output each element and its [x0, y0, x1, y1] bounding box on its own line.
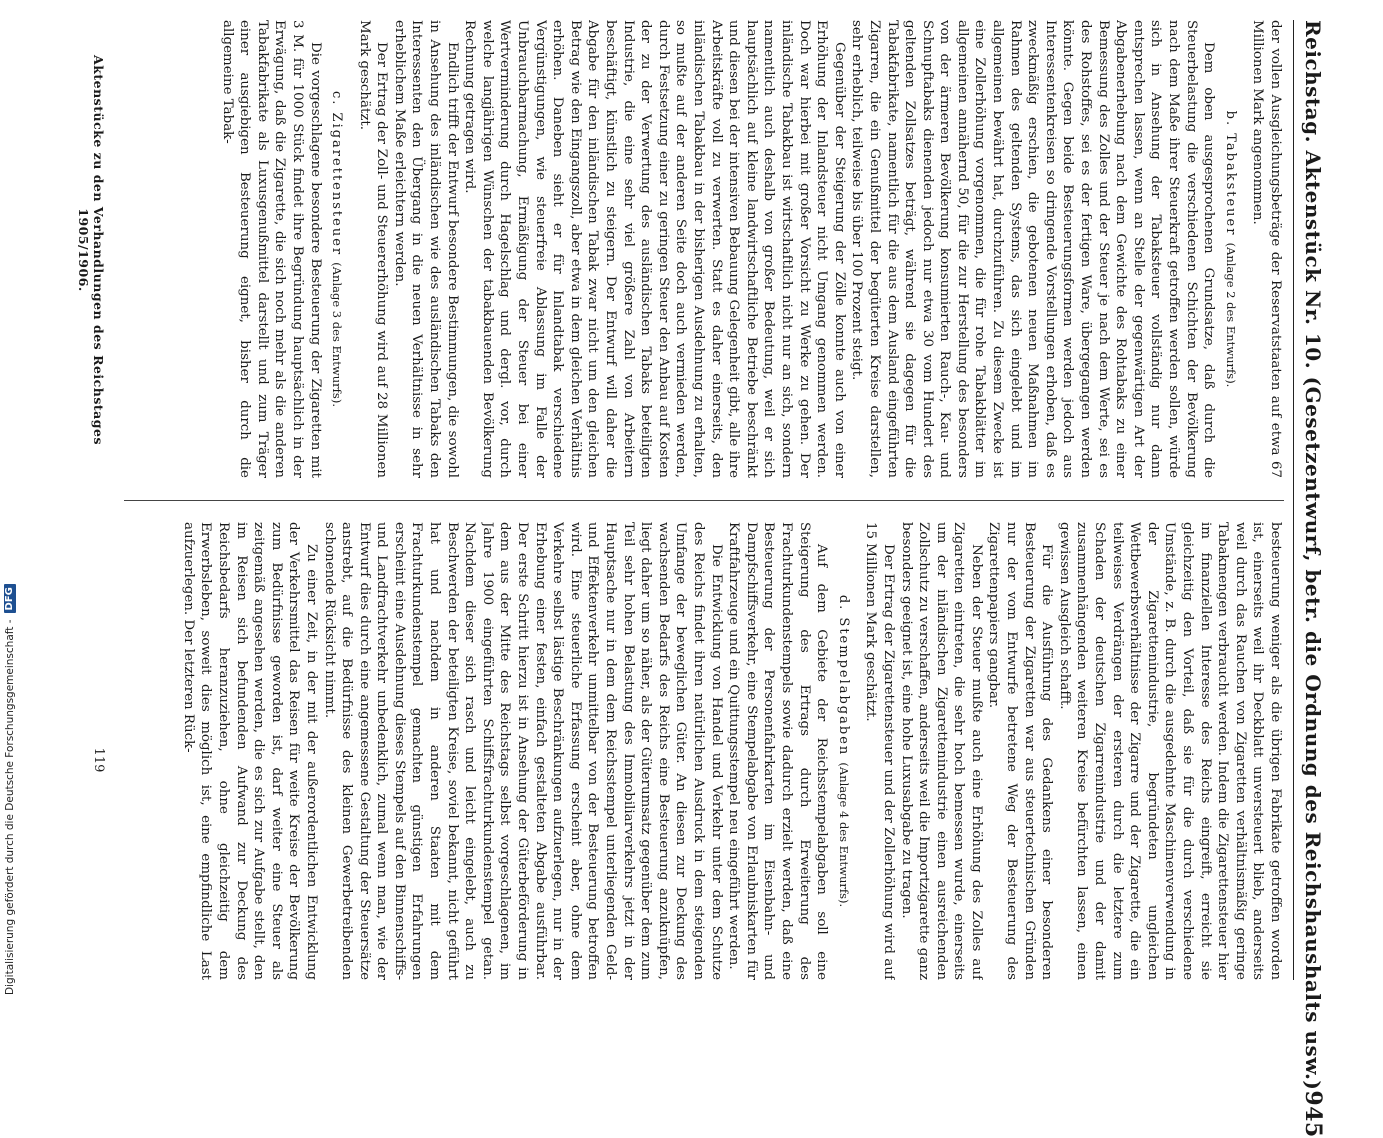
section-heading-title: b. Tabaksteuer — [1222, 110, 1238, 237]
paragraph: Der Ertrag der Zoll- und Steuererhöhung wird auf 28 Millionen Mark geschätzt. — [356, 20, 390, 478]
paragraph: Auf dem Gebiete der Reichsstempelabgaben soll eine Steigerung des Ertrags durch Erweiterung des Frachturkundenstempels sowie dadurch erzielt werden, daß eine Besteuerung der Personenfahrkarten im Eisenbahn- und Dampfschiffsverkehr, eine Stempelabgabe von Erlaubniskarten für Kraftfahrzeuge und ein Quittungsstempel neu eingeführt werden. — [726, 522, 830, 980]
header-title-suffix: (Gesetzentwurf, betr. die Ordnung des Reichshaushalts usw.) — [1301, 376, 1325, 1091]
header-page-number: 945 — [1300, 1090, 1326, 1138]
footer-source-line: Aktenstücke zu den Verhandlungen des Reichstages 1905/1906. — [76, 55, 106, 445]
footer-page-number: 119 — [91, 747, 106, 773]
header-title — [1301, 20, 1325, 1090]
digitization-note — [4, 584, 16, 995]
paragraph: Dem oben ausgesprochenen Grundsatze, daß durch die Steuerbelastung die verschiedenen Schichten der Bevölkerung nach dem Maße ihrer Steuerkraft getroffen werden sollen, würde sich in Ansehung der Tabaksteuer vollständig nur dann entsprechen lassen, wenn an Stelle der gegenwärtigen Art der Abgabenerhebung nach dem Gewichte des Rohtabaks zu einer Bemessung des Zolles und der Steuer je nach dem Werte, sei es des Rohstoffes, sei es der fertigen Ware, übergegangen werden könnte. Gegen beide Besteuerungsformen werden jedoch aus Interessentenkreisen so dringende Vorstellungen erhoben, daß es zweckmäßig erschien, die gebotenen neuen Maßnahmen im Rahmen des geltenden Systems, das sich eingelebt und im allgemeinen bewährt hat, durchzuführen. Zu diesem Zwecke ist eine Zollerhöhung vorgenommen, die für rohe Tabakblätter im allgemeinen annähernd 50, für die zur Herstellung des besonders von der ärmeren Bevölkerung konsumierten Rauch-, Kau- und Schnupftabaks dienenden jedoch nur etwa 30 vom Hundert des geltenden Zollsatzes beträgt, während sie dagegen für die Tabakfabrikate, namentlich für die aus dem Ausland eingeführten Zigarren, die ein Genußmittel der begüterten Kreise darstellen, sehr erheblich, teilweise bis über 100 Prozent steigt. — [849, 20, 1217, 478]
column-divider — [124, 500, 1284, 501]
rotated-scan-page — [42, 0, 1342, 1138]
right-text-column — [114, 522, 1284, 980]
paragraph: Gegenüber der Steigerung der Zölle konnte auch von einer Erhöhung der Inlandsteuer nicht Umgang genommen werden. Doch war hierbei mit großer Vorsicht zu Werke zu gehen. Der inländische Tabakbau ist wirtschaftlich nicht nur an sich, sondern namentlich auch deshalb von großer Bedeutung, weil er sich hauptsächlich auf kleine landwirtschaftliche Betriebe beschränkt und diesen bei der intensiven Bebauung Gelegenheit gibt, alle ihre Arbeitskräfte voll zu verwerten. Statt es daher einerseits, den inländischen Tabakbau in der bisherigen Ausdehnung zu erhalten, so mußte auf der anderen Seite doch auch vermieden werden, durch Festsetzung einer zu geringen Steuer den Anbau auf Kosten der zu der Verwertung des ausländischen Tabaks beteiligten Industrie, die eine sehr viel größere Zahl von Arbeitern beschäftigt, künstlich zu steigern. Der Entwurf will daher die Abgabe für den inländischen Tabak zwar nicht um den gleichen Betrag wie den Eingangszoll, aber etwa in dem gleichen Verhältnis erhöhen. Daneben sieht er für Inlandtabak verschiedene Vergünstigungen, wie steuerfreie Ablassung im Falle der Unbrauchbarmachung, Ermäßigung der Steuer bei einer Wertverminderung durch Hagelschlag und dergl. vor, durch welche langjährigen Wünschen der tabakbauenden Bevölkerung Rechnung getragen wird. — [462, 20, 847, 478]
page-header — [1298, 20, 1328, 1138]
header-title-prefix: Reichstag. — [1301, 20, 1325, 144]
section-heading-annex: (Anlage 2 des Entwurfs). — [1223, 242, 1238, 388]
paragraph: Der Ertrag der Zigarettensteuer und der Zollerhöhung wird auf 15 Millionen Mark geschätzt. — [863, 522, 896, 980]
section-heading-annex: (Anlage 4 des Entwurfs). — [836, 762, 851, 908]
paragraph: der vollen Ausgleichungsbeträge der Reservatstaaten auf etwa 67 Millionen Mark angenommen. — [1250, 20, 1283, 478]
paragraph: Neben der Steuer mußte auch eine Erhöhung des Zolles auf Zigaretten eintreten, die sehr hoch bemessen wurde, einerseits um der inländischen Zigarettenindustrie einen ausreichenden Zollschutz zu verschaffen, anderseits weil die Importzigarette ganz besonders geeignet ist, eine hohe Luxusabgabe zu tragen. — [898, 522, 984, 980]
header-rule — [1293, 20, 1294, 980]
section-heading — [328, 20, 346, 478]
section-heading — [1221, 20, 1239, 478]
section-heading-annex: (Anlage 3 des Entwurfs). — [330, 262, 345, 407]
left-text-column — [114, 20, 1284, 478]
digitization-note-text: Digitalisierung gefördert durch die Deutsche Forschungsgemeinschaft - — [4, 619, 16, 995]
paragraph: Die vorgeschlagene besondere Besteuerung der Zigaretten mit 3 M. für 1000 Stück findet ihre Begründung hauptsächlich in der Erwägung, daß die Zigarette, die sich noch mehr als die anderen Tabakfabrikate als Luxusgenußmittel darstellt und zum Träger einer ausgiebigen Besteuerung eignet, bisher durch die allgemeine Tabak- — [219, 20, 323, 478]
paragraph: besteuerung weniger als die übrigen Fabrikate getroffen worden ist, einerseits weil ihr Deckblatt unversteuert blieb, anderseits weil durch das Rauchen von Zigaretten verhältnismäßig geringe Tabakmengen verbraucht werden. Indem die Zigarettensteuer hier im finanziellen Interesse des Reichs eingreift, erreicht sie gleichzeitig den Vorteil, daß sie für die durch verschiedene Umstände, z. B. durch die ausgedehnte Maschinenverwendung in der Zigarettenindustrie, begründeten ungleichen Wettbewerbsverhältnisse der Zigarre und der Zigarette, die ein teilweises Verdrängen der ersteren durch die letztere zum Schaden der deutschen Zigarrenindustrie und der damit zusammenhängenden weiteren Kreise befürchten lassen, einen gewissen Ausgleich schafft. — [1056, 522, 1283, 980]
paragraph: Die Entwicklung von Handel und Verkehr unter dem Schutze des Reichs findet ihren natürlichen Ausdruck in dem steigenden Umfange der beweglichen Güter. An diesen zur Deckung des wachsenden Bedarfs des Reichs eine Besteuerung anzuknüpfen, liegt daher um so näher, als der Güterumsatz gegenüber dem zum Teil sehr hohen Belastung des Immobiliarverkehrs jetzt in der Hauptsache nur in dem dem Reichsstempel unterliegenden Geld- und Effektenverkehr unmittelbar von der Besteuerung betroffen wird. Eine steuerliche Erfassung erscheint aber, ohne dem Verkehre selbst lästige Beschränkungen aufzuerlegen, nur in der Erhebung einer festen, einfach gestalteten Abgabe ausführbar. Der erste Schritt hierzu ist in Ansehung der Güterbeförderung in dem aus der Mitte des Reichstags selbst vorgeschlagenen, im Jahre 1900 eingeführten Schiffsfrachturkundenstempel getan. Nachdem dieser sich rasch und leicht eingelebt, auch zu Beschwerden der beteiligten Kreise, soviel bekannt, nicht geführt hat und nachdem in anderen Staaten mit dem Frachturkundenstempel gemachten günstigen Erfahrungen erscheint eine Ausdehnung dieses Stempels auf den Binnenschiffs- und Landfrachtverkehr unbedenklich, zumal wenn man, wie der Entwurf dies durch eine angemessene Gestaltung der Steuersätze anstrebt, auf die Bedürfnisse des kleinen Gewerbetreibenden schonende Rücksicht nimmt. — [321, 522, 724, 980]
paragraph: Für die Ausführung des Gedankens einer besonderen Besteuerung der Zigaretten war aus steuertechnischen Gründen nur der vom Entwurfe betretene Weg der Besteuerung des Zigarettenpapiers gangbar. — [986, 522, 1055, 980]
paragraph: Zu einer Zeit, in der mit der außerordentlichen Entwicklung der Verkehrsmittel das Reisen für weite Kreise der Bevölkerung zum Bedürfnisse geworden ist, darf weiter eine Steuer als zeitgemäß angesehen werden, die es sich zur Aufgabe stellt, den im Reisen sich befundenden Aufwand zur Deckung des Reichsbedarfs heranzuziehen, ohne gleichzeitig dem Erwerbsleben, soweit dies möglich ist, eine empfindliche Last aufzuerlegen. Der letzteren Rück- — [180, 522, 319, 980]
header-document-ref: Aktenstück Nr. 10. — [1301, 150, 1325, 370]
section-heading — [834, 522, 852, 980]
section-heading-title: c. Zigarettensteuer — [329, 91, 345, 257]
section-heading-title: d. Stempelabgaben — [835, 594, 851, 757]
paragraph: Endlich trifft der Entwurf besondere Bestimmungen, die sowohl in Ansehung des inländischen wie des ausländischen Tabaks den Interessenten den Übergang in die neuen Verhältnisse in sehr erheblichem Maße erleichtern werden. — [391, 20, 460, 478]
dfg-logo-icon: DFG — [4, 584, 16, 613]
